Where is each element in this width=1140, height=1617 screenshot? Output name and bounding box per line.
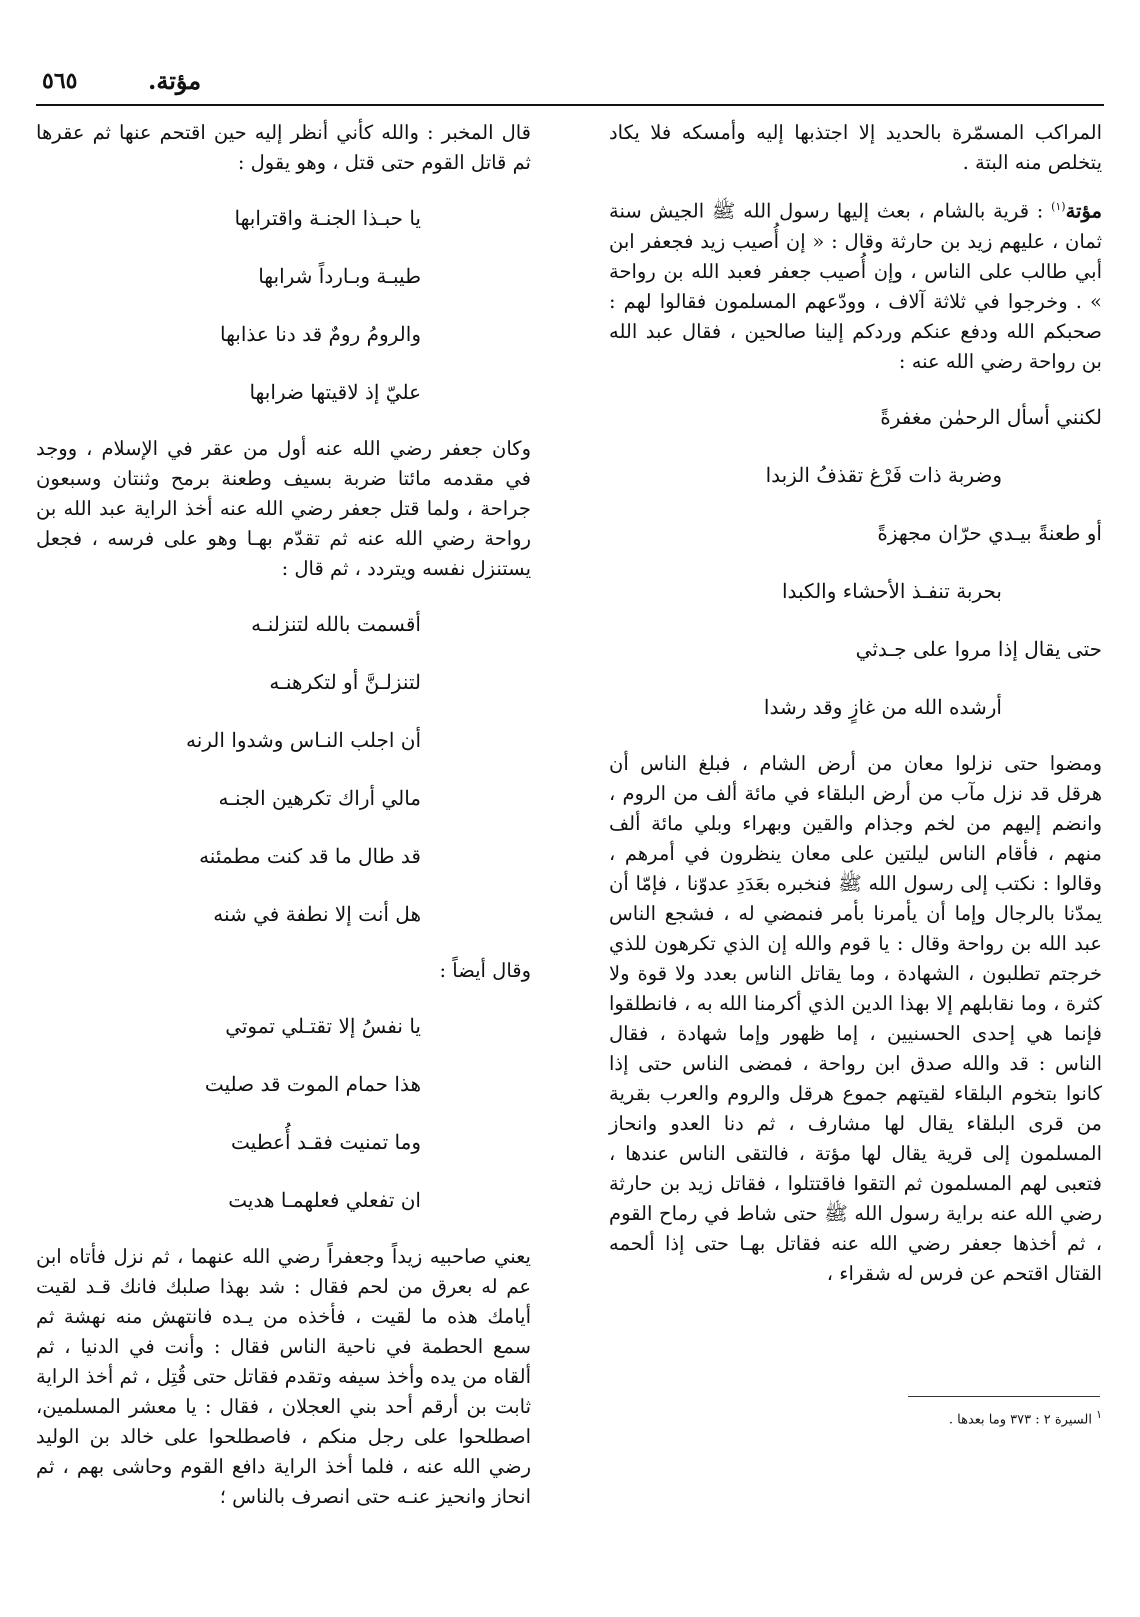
poem-verse: يا حبـذا الجنـة واقترابها — [234, 206, 421, 230]
poem-verse: والرومُ رومٌ قد دنا عذابها — [219, 322, 421, 346]
poem-verse: وضربة ذات فَرْغ تقذفُ الزبدا — [765, 462, 1002, 487]
right-column — [609, 118, 1102, 1303]
header-rule — [36, 104, 1104, 106]
footnote-number: ١ — [1096, 1408, 1102, 1421]
poem-verse: عليّ إذ لاقيتها ضرابها — [249, 380, 421, 404]
poem-verse: لكنني أسأل الرحمٰن مغفرةً — [880, 404, 1102, 429]
paragraph: وقال أيضاً : — [439, 959, 531, 982]
poem-verse: أرشده الله من غازٍ وقد رشدا — [763, 694, 1002, 719]
paragraph: ومضوا حتى نزلوا معان من أرض الشام ، فبلغ الناس أن هرقل قد نزل مآب من أرض البلقاء في مائة ألف من الروم ، وانضم إليهم من لخم وجذام والقين وبهراء وبلي مائة ألف منهم ، فأقام الناس ليلتين على معان ينظرون في أمرهم ، وقالوا : نكتب إلى رسول الله ﷺ فنخبره بعَدَدِ عدوّنا ، فإمّا أن يمدّنا بالرجال وإما أن يأمرنا بأمر فنمضي له ، فشجع الناس عبد الله بن رواحة وقال : يا قوم والله إن الذي تكرهون للذي خرجتم تطلبون ، الشهادة ، وما يقاتل الناس بعدد ولا قوة ولا كثرة ، وما نقابلهم إلا بهذا الدين الذي أكرمنا الله به ، فانطلقوا فإنما هي إحدى الحسنيين ، إما ظهور وإما شهادة ، فقال الناس : قد والله صدق ابن رواحة ، فمضى الناس حتى إذا كانوا بتخوم البلقاء لقيتهم جموع هرقل والروم والعرب بقرية من قرى البلقاء يقال لها مشارف ، ثم دنا العدو وانحاز المسلمون إلى قرية يقال لها مؤتة ، فالتقى الناس عندها ، فتعبى لهم المسلمون ثم التقوا فاقتتلوا ، فقاتل زيد بن حارثة رضي الله عنه براية رسول الله ﷺ حتى شاط في رماح القوم ، ثم أخذها جعفر رضي الله عنه فقاتل بهـا حتى إذا ألحمه القتال اقتحم عن فرس له شقراء ، — [609, 751, 1102, 1285]
poem-verse: مالي أراك تكرهين الجنـه — [218, 786, 421, 810]
paragraph: المراكب المسمّرة بالحديد إلا اجتذبها إليه وأمسكه فلا يكاد يتخلص منه البتة . — [609, 121, 1102, 174]
poem-verse: هل أنت إلا نطفة في شنه — [213, 902, 421, 926]
entry-text: : قرية بالشام ، بعث إليها رسول الله ﷺ الجيش سنة ثمان ، عليهم زيد بن حارثة وقال : « إن أُصيب زيد فجعفر ابن أبي طالب على الناس ، وإن أُصيب جعفر فعبد الله بن رواحة » . وخرجوا في ثلاثة آلاف ، وودّعهم المسلمون فقالوا لهم : صحبكم الله ودفع عنكم وردكم إلينا صالحين ، فقال عبد الله بن رواحة رضي الله عنه : — [609, 199, 1102, 373]
paragraph: وكان جعفر رضي الله عنه أول من عقر في الإسلام ، ووجد في مقدمه مائتا ضربة بسيف وطعنة برمح وثنتان وسبعون جراحة ، ولما قتل جعفر رضي الله عنه أخذ الراية عبد الله بن رواحة رضي الله عنه ثم تقدّم بهـا وهو على فرسه ، فجعل يستنزل نفسه ويتردد ، ثم قال : — [36, 437, 532, 580]
poem-verse: ان تفعلي فعلهمـا هديت — [228, 1188, 421, 1212]
page-header — [36, 62, 1104, 106]
running-title: مؤتة. — [148, 66, 202, 95]
entry-word: مؤتة — [1065, 199, 1102, 223]
footnote-marker: (١) — [1051, 200, 1066, 213]
footnote-rule — [908, 1396, 1100, 1397]
footnote — [609, 1406, 1102, 1429]
poem-verse: حتى يقال إذا مروا على جـدثي — [855, 636, 1102, 661]
poem-jafar — [36, 196, 531, 414]
poem-verse: أن اجلب النـاس وشدوا الرنه — [185, 728, 421, 752]
paragraph: يعني صاحبيه زيداً وجعفراً رضي الله عنهما ، ثم نزل فأتاه ابن عم له بعرق من لحم فقال : شد بهذا صلبك فانك قـد لقيت أيامك هذه ما لقيت ، فأخذه من يـده فانتهش منه نهشة ثم سمع الحطمة في ناحية الناس فقال : وأنت في الدنيا ، ثم ألقاه من يده وأخذ سيفه وتقدم فقاتل حتى قُتِل ، ثم أخذ الراية ثابت بن أرقم أحد بني العجلان ، فقال : يا معشر المسلمين، اصطلحوا على رجل منكم ، فاصطلحوا على خالد بن الوليد رضي الله عنه ، فلما أخذ الراية دافع القوم وحاشى بهم ، ثم انحاز وانحيز عنـه حتى انصرف بالناس ؛ — [36, 1245, 531, 1508]
poem-verse: لتنزلـنَّ أو لتكرهنـه — [269, 670, 421, 694]
poem-verse: أو طعنةً بيـدي حرّان مجهزةً — [877, 520, 1102, 545]
poem-verse: وما تمنيت فقـد أُعطيت — [231, 1130, 421, 1154]
footnote-text: السيرة ٢ : ٣٧٣ وما بعدها . — [948, 1412, 1092, 1428]
left-column — [36, 118, 531, 1526]
poem-verse: أقسمت بالله لتنزلنـه — [251, 612, 421, 636]
poem-verse: طيبـة وبـارداً شرابها — [258, 264, 421, 288]
poem-rawaha-1 — [609, 395, 1102, 729]
paragraph: قال المخبر : والله كأني أنظر إليه حين اقتحم عنها ثم عقرها ثم قاتل القوم حتى قتل ، وهو يقول : — [36, 121, 531, 174]
poem-rawaha-3 — [36, 1004, 531, 1222]
poem-verse: هذا حمام الموت قد صليت — [204, 1072, 421, 1096]
page-number: ٥٦٥ — [42, 68, 78, 94]
poem-verse: يا نفسُ إلا تقتـلي تموتي — [225, 1014, 421, 1038]
entry-paragraph — [609, 192, 1102, 377]
poem-verse: قد طال ما قد كنت مطمئنه — [199, 844, 421, 868]
poem-verse: بحربة تنفـذ الأحشاء والكبدا — [781, 578, 1002, 603]
poem-rawaha-2 — [36, 602, 531, 936]
